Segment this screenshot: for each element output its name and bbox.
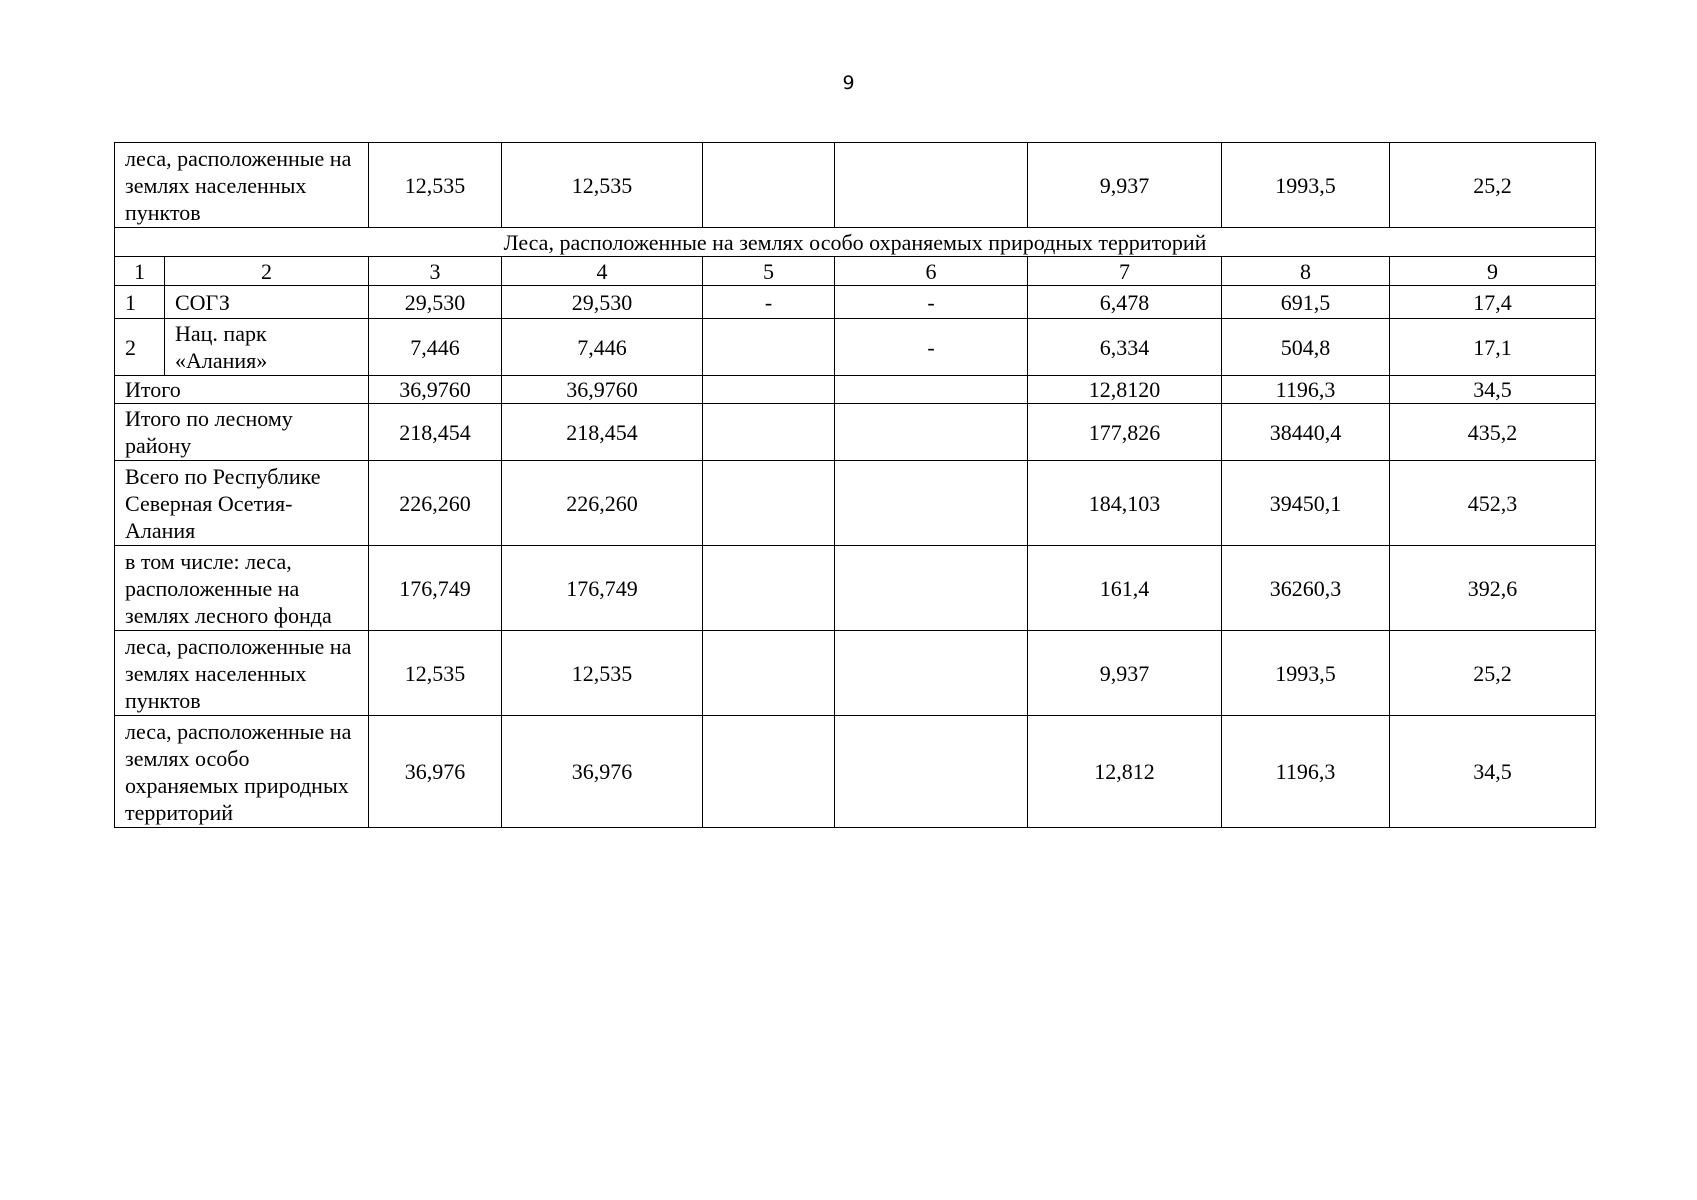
table-cell: 1993,5	[1222, 631, 1390, 716]
table-cell: 176,749	[369, 546, 502, 631]
column-number: 1	[115, 257, 165, 286]
table-cell: 39450,1	[1222, 461, 1390, 546]
table-cell: 29,530	[369, 286, 502, 319]
table-cell: 38440,4	[1222, 404, 1390, 461]
column-number: 2	[165, 257, 369, 286]
table-row	[115, 319, 1596, 376]
table-cell	[703, 404, 835, 461]
row-label: Итого	[115, 376, 369, 404]
section-title-row	[115, 228, 1596, 257]
table-cell: 36,976	[502, 716, 703, 828]
column-number: 5	[703, 257, 835, 286]
table-cell: 12,535	[369, 631, 502, 716]
table-cell	[835, 546, 1028, 631]
row-label: леса, расположенные на землях особо охраняемых природных территорий	[115, 716, 369, 828]
table-cell: 177,826	[1028, 404, 1222, 461]
row-label: леса, расположенные на землях населенных пунктов	[115, 143, 369, 228]
table-cell: 6,334	[1028, 319, 1222, 376]
table-cell	[703, 461, 835, 546]
table-cell: 392,6	[1390, 546, 1596, 631]
table-cell: 36,9760	[369, 376, 502, 404]
table-cell	[835, 404, 1028, 461]
table-cell: -	[835, 286, 1028, 319]
table-row	[115, 716, 1596, 828]
table-cell: 9,937	[1028, 143, 1222, 228]
column-number: 6	[835, 257, 1028, 286]
table-cell: 176,749	[502, 546, 703, 631]
table-cell: 12,812	[1028, 716, 1222, 828]
column-number-row	[115, 257, 1596, 286]
table-cell: 12,535	[369, 143, 502, 228]
row-number: 2	[115, 319, 165, 376]
table-cell	[835, 716, 1028, 828]
table-cell: 29,530	[502, 286, 703, 319]
table-cell	[835, 143, 1028, 228]
row-label: Всего по Республике Северная Осетия-Алания	[115, 461, 369, 546]
table-row	[115, 546, 1596, 631]
table-cell: 226,260	[369, 461, 502, 546]
table-cell: 1196,3	[1222, 716, 1390, 828]
table-cell: 25,2	[1390, 143, 1596, 228]
table-cell: 1993,5	[1222, 143, 1390, 228]
table-cell	[703, 376, 835, 404]
table-cell: 1196,3	[1222, 376, 1390, 404]
table-row	[115, 376, 1596, 404]
table-cell: 36,976	[369, 716, 502, 828]
table-cell: -	[835, 319, 1028, 376]
table-cell: 691,5	[1222, 286, 1390, 319]
table-cell	[703, 143, 835, 228]
table-cell: 7,446	[369, 319, 502, 376]
table-cell: 504,8	[1222, 319, 1390, 376]
table-cell: -	[703, 286, 835, 319]
forest-data-table	[114, 142, 1596, 828]
column-number: 3	[369, 257, 502, 286]
table-cell: 452,3	[1390, 461, 1596, 546]
row-name: Нац. парк «Алания»	[165, 319, 369, 376]
table-cell: 9,937	[1028, 631, 1222, 716]
table-cell: 36260,3	[1222, 546, 1390, 631]
page-number: 9	[842, 72, 855, 94]
table-cell: 12,535	[502, 631, 703, 716]
table-cell	[703, 716, 835, 828]
table-cell: 184,103	[1028, 461, 1222, 546]
row-label: в том числе: леса, расположенные на землях лесного фонда	[115, 546, 369, 631]
table-cell	[835, 461, 1028, 546]
table-cell	[703, 319, 835, 376]
row-number: 1	[115, 286, 165, 319]
row-label: Итого по лесному району	[115, 404, 369, 461]
table-cell: 17,4	[1390, 286, 1596, 319]
table-cell: 34,5	[1390, 716, 1596, 828]
table-row	[115, 404, 1596, 461]
table-cell: 25,2	[1390, 631, 1596, 716]
table-cell: 161,4	[1028, 546, 1222, 631]
table-cell: 218,454	[369, 404, 502, 461]
row-name: СОГЗ	[165, 286, 369, 319]
table-cell: 12,535	[502, 143, 703, 228]
table-cell: 226,260	[502, 461, 703, 546]
table-cell: 34,5	[1390, 376, 1596, 404]
section-title: Леса, расположенные на землях особо охраняемых природных территорий	[115, 228, 1596, 257]
table-cell: 36,9760	[502, 376, 703, 404]
column-number: 4	[502, 257, 703, 286]
table-row	[115, 143, 1596, 228]
table-cell: 218,454	[502, 404, 703, 461]
table-cell: 12,8120	[1028, 376, 1222, 404]
table-cell: 7,446	[502, 319, 703, 376]
column-number: 9	[1390, 257, 1596, 286]
table-row	[115, 461, 1596, 546]
table-cell: 435,2	[1390, 404, 1596, 461]
table-cell	[703, 546, 835, 631]
table-cell	[835, 631, 1028, 716]
table-cell	[703, 631, 835, 716]
table-cell: 6,478	[1028, 286, 1222, 319]
table-row	[115, 286, 1596, 319]
table-row	[115, 631, 1596, 716]
table-cell	[835, 376, 1028, 404]
row-label: леса, расположенные на землях населенных пунктов	[115, 631, 369, 716]
column-number: 8	[1222, 257, 1390, 286]
table-cell: 17,1	[1390, 319, 1596, 376]
column-number: 7	[1028, 257, 1222, 286]
